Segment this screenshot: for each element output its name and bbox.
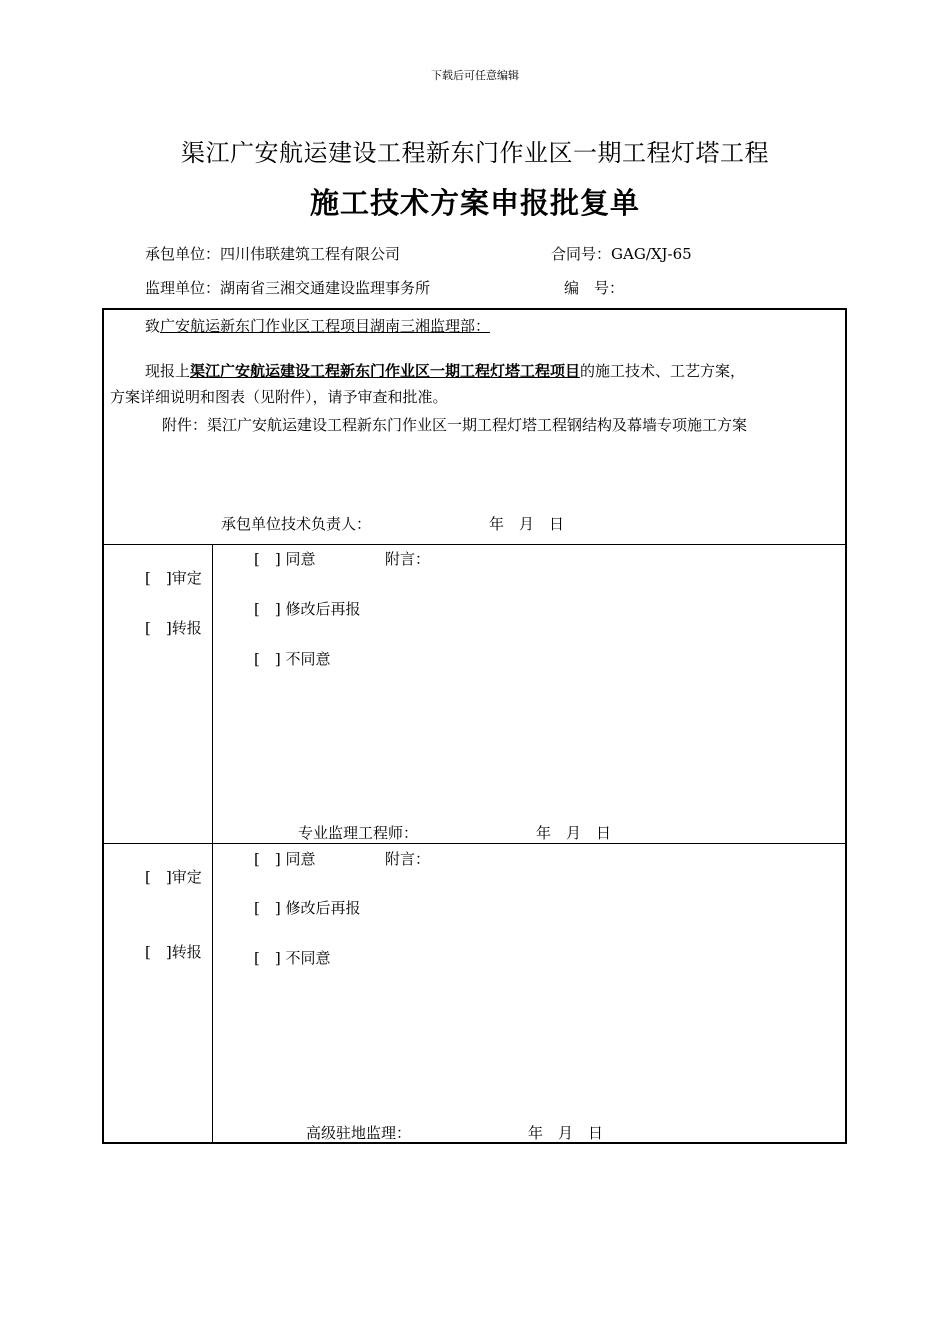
engineer-date: 年 月 日 <box>536 824 612 842</box>
note-label-1: 附言： <box>385 550 431 568</box>
addressee-line <box>145 315 490 336</box>
contract-no-row <box>551 243 692 264</box>
approve-checkbox-1[interactable]: [ ]审定 <box>145 569 202 587</box>
submission-line2: 方案详细说明和图表（见附件），请予审查和批准。 <box>110 388 448 406</box>
contractor-row <box>145 243 400 264</box>
contractor-signer-label: 承包单位技术负责人： <box>221 515 372 533</box>
disagree-checkbox-1[interactable]: [ ] 不同意 <box>254 650 331 668</box>
resident-supervisor-date: 年 月 日 <box>528 1124 604 1142</box>
engineer-signer-label: 专业监理工程师： <box>298 824 419 842</box>
agree-checkbox-2[interactable]: [ ] 同意 <box>254 850 316 868</box>
agree-checkbox-1[interactable]: [ ] 同意 <box>254 550 316 568</box>
supervisor-label: 监理单位： <box>145 279 221 297</box>
addressee-prefix: 致 <box>145 317 161 335</box>
document-subtitle: 施工技术方案申报批复单 <box>309 186 640 220</box>
submission-suffix: 的施工技术、工艺方案， <box>580 362 746 380</box>
divider-section2 <box>103 843 847 844</box>
serial-label: 编 号： <box>564 279 625 297</box>
column-divider <box>212 544 213 1143</box>
resident-supervisor-label: 高级驻地监理： <box>306 1124 412 1142</box>
submission-prefix: 现报上 <box>145 362 191 380</box>
contractor-label: 承包单位： <box>145 245 221 263</box>
attachment-line: 附件：渠江广安航运建设工程新东门作业区一期工程灯塔工程钢结构及幕墙专项施工方案 <box>162 416 748 434</box>
note-label-2: 附言： <box>385 850 431 868</box>
contractor-value: 四川伟联建筑工程有限公司 <box>220 245 401 263</box>
document-title: 渠江广安航运建设工程新东门作业区一期工程灯塔工程 <box>181 139 769 167</box>
revise-checkbox-2[interactable]: [ ] 修改后再报 <box>254 899 361 917</box>
addressee-value: 广安航运新东门作业区工程项目湖南三湘监理部： <box>160 317 491 335</box>
forward-checkbox-2[interactable]: [ ]转报 <box>145 943 202 961</box>
contract-no-label: 合同号： <box>551 245 612 263</box>
header-note: 下载后可任意编辑 <box>431 69 519 82</box>
disagree-checkbox-2[interactable]: [ ] 不同意 <box>254 949 331 967</box>
supervisor-value: 湖南省三湘交通建设监理事务所 <box>220 279 431 297</box>
divider-section1 <box>103 544 847 545</box>
forward-checkbox-1[interactable]: [ ]转报 <box>145 619 202 637</box>
contract-no-value: GAG/XJ-65 <box>611 245 692 263</box>
supervisor-row <box>145 277 430 298</box>
contractor-date: 年 月 日 <box>489 515 565 533</box>
project-name: 渠江广安航运建设工程新东门作业区一期工程灯塔工程项目 <box>190 362 581 380</box>
revise-checkbox-1[interactable]: [ ] 修改后再报 <box>254 600 361 618</box>
approve-checkbox-2[interactable]: [ ]审定 <box>145 868 202 886</box>
submission-line <box>145 360 745 381</box>
